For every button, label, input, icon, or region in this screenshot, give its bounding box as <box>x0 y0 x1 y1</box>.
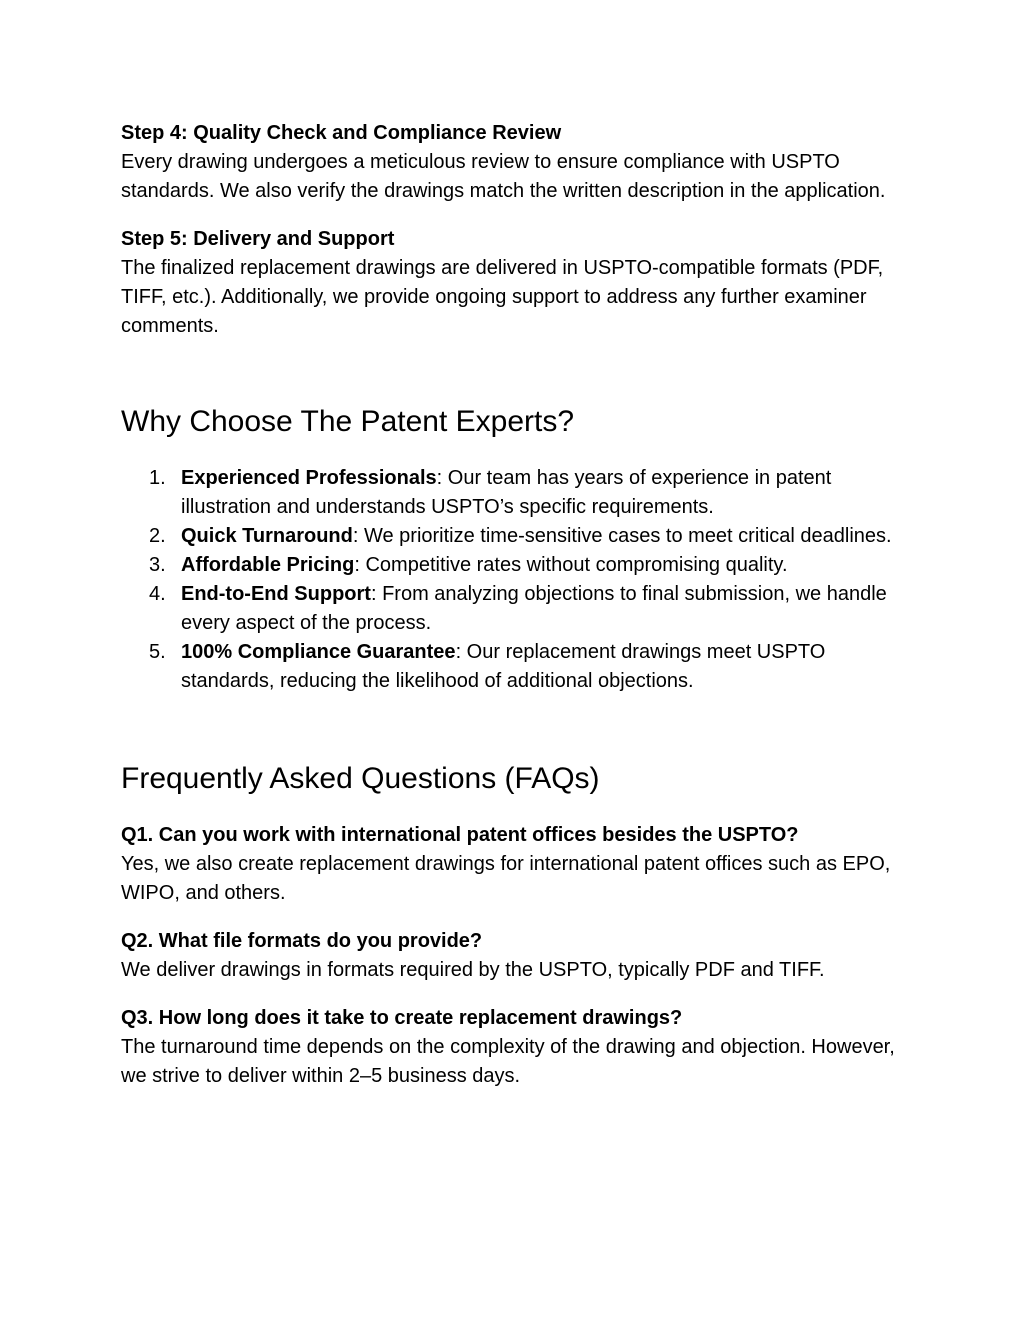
faq-question: Q1. Can you work with international patent offices besides the USPTO? <box>121 824 799 846</box>
step-4-title: Step 4: Quality Check and Compliance Review <box>121 122 562 144</box>
faq-heading: Frequently Asked Questions (FAQs) <box>121 762 600 795</box>
list-number: 2. <box>149 525 166 547</box>
list-item-term: Quick Turnaround <box>181 525 353 547</box>
list-item <box>121 638 921 696</box>
step-5-section <box>121 225 921 341</box>
list-item-text: : From analyzing objections to final submission, we handle every aspect of the process. <box>181 583 887 634</box>
why-choose-heading: Why Choose The Patent Experts? <box>121 405 575 438</box>
list-item-text: : We prioritize time-sensitive cases to meet critical deadlines. <box>352 525 892 547</box>
list-item <box>121 551 921 580</box>
faq-answer: The turnaround time depends on the complexity of the drawing and objection. However, we strive to deliver within 2–5 business days. <box>121 1036 895 1087</box>
list-item-text: : Our team has years of experience in patent illustration and understands USPTO’s specific requirements. <box>181 467 832 518</box>
faq-item-1 <box>121 821 921 908</box>
faq-answer: We deliver drawings in formats required by the USPTO, typically PDF and TIFF. <box>121 959 825 981</box>
step-5-title: Step 5: Delivery and Support <box>121 228 395 250</box>
faq-question: Q2. What file formats do you provide? <box>121 930 483 952</box>
list-number: 3. <box>149 554 166 576</box>
list-number: 5. <box>149 641 166 663</box>
step-4-body: Every drawing undergoes a meticulous review to ensure compliance with USPTO standards. We also verify the drawings match the written description in the application. <box>121 151 886 202</box>
list-item-term: End-to-End Support <box>181 583 371 605</box>
document-content <box>121 119 921 1110</box>
faq-question: Q3. How long does it take to create replacement drawings? <box>121 1007 683 1029</box>
list-item <box>121 522 921 551</box>
list-item <box>121 580 921 638</box>
reasons-list <box>121 464 921 696</box>
list-item-text: : Competitive rates without compromising quality. <box>354 554 788 576</box>
list-item <box>121 464 921 522</box>
list-item-term: 100% Compliance Guarantee <box>181 641 456 663</box>
list-item-term: Affordable Pricing <box>181 554 355 576</box>
list-number: 1. <box>149 467 166 489</box>
step-5-body: The finalized replacement drawings are delivered in USPTO-compatible formats (PDF, TIFF, etc.). Additionally, we provide ongoing support to address any further examiner comments. <box>121 257 884 337</box>
list-number: 4. <box>149 583 166 605</box>
faq-answer: Yes, we also create replacement drawings for international patent offices such as EPO, WIPO, and others. <box>121 853 891 904</box>
list-item-text: : Our replacement drawings meet USPTO standards, reducing the likelihood of additional objections. <box>181 641 826 692</box>
faq-item-3 <box>121 1004 921 1091</box>
step-4-section <box>121 119 921 206</box>
faq-item-2 <box>121 927 921 985</box>
list-item-term: Experienced Professionals <box>181 467 437 489</box>
